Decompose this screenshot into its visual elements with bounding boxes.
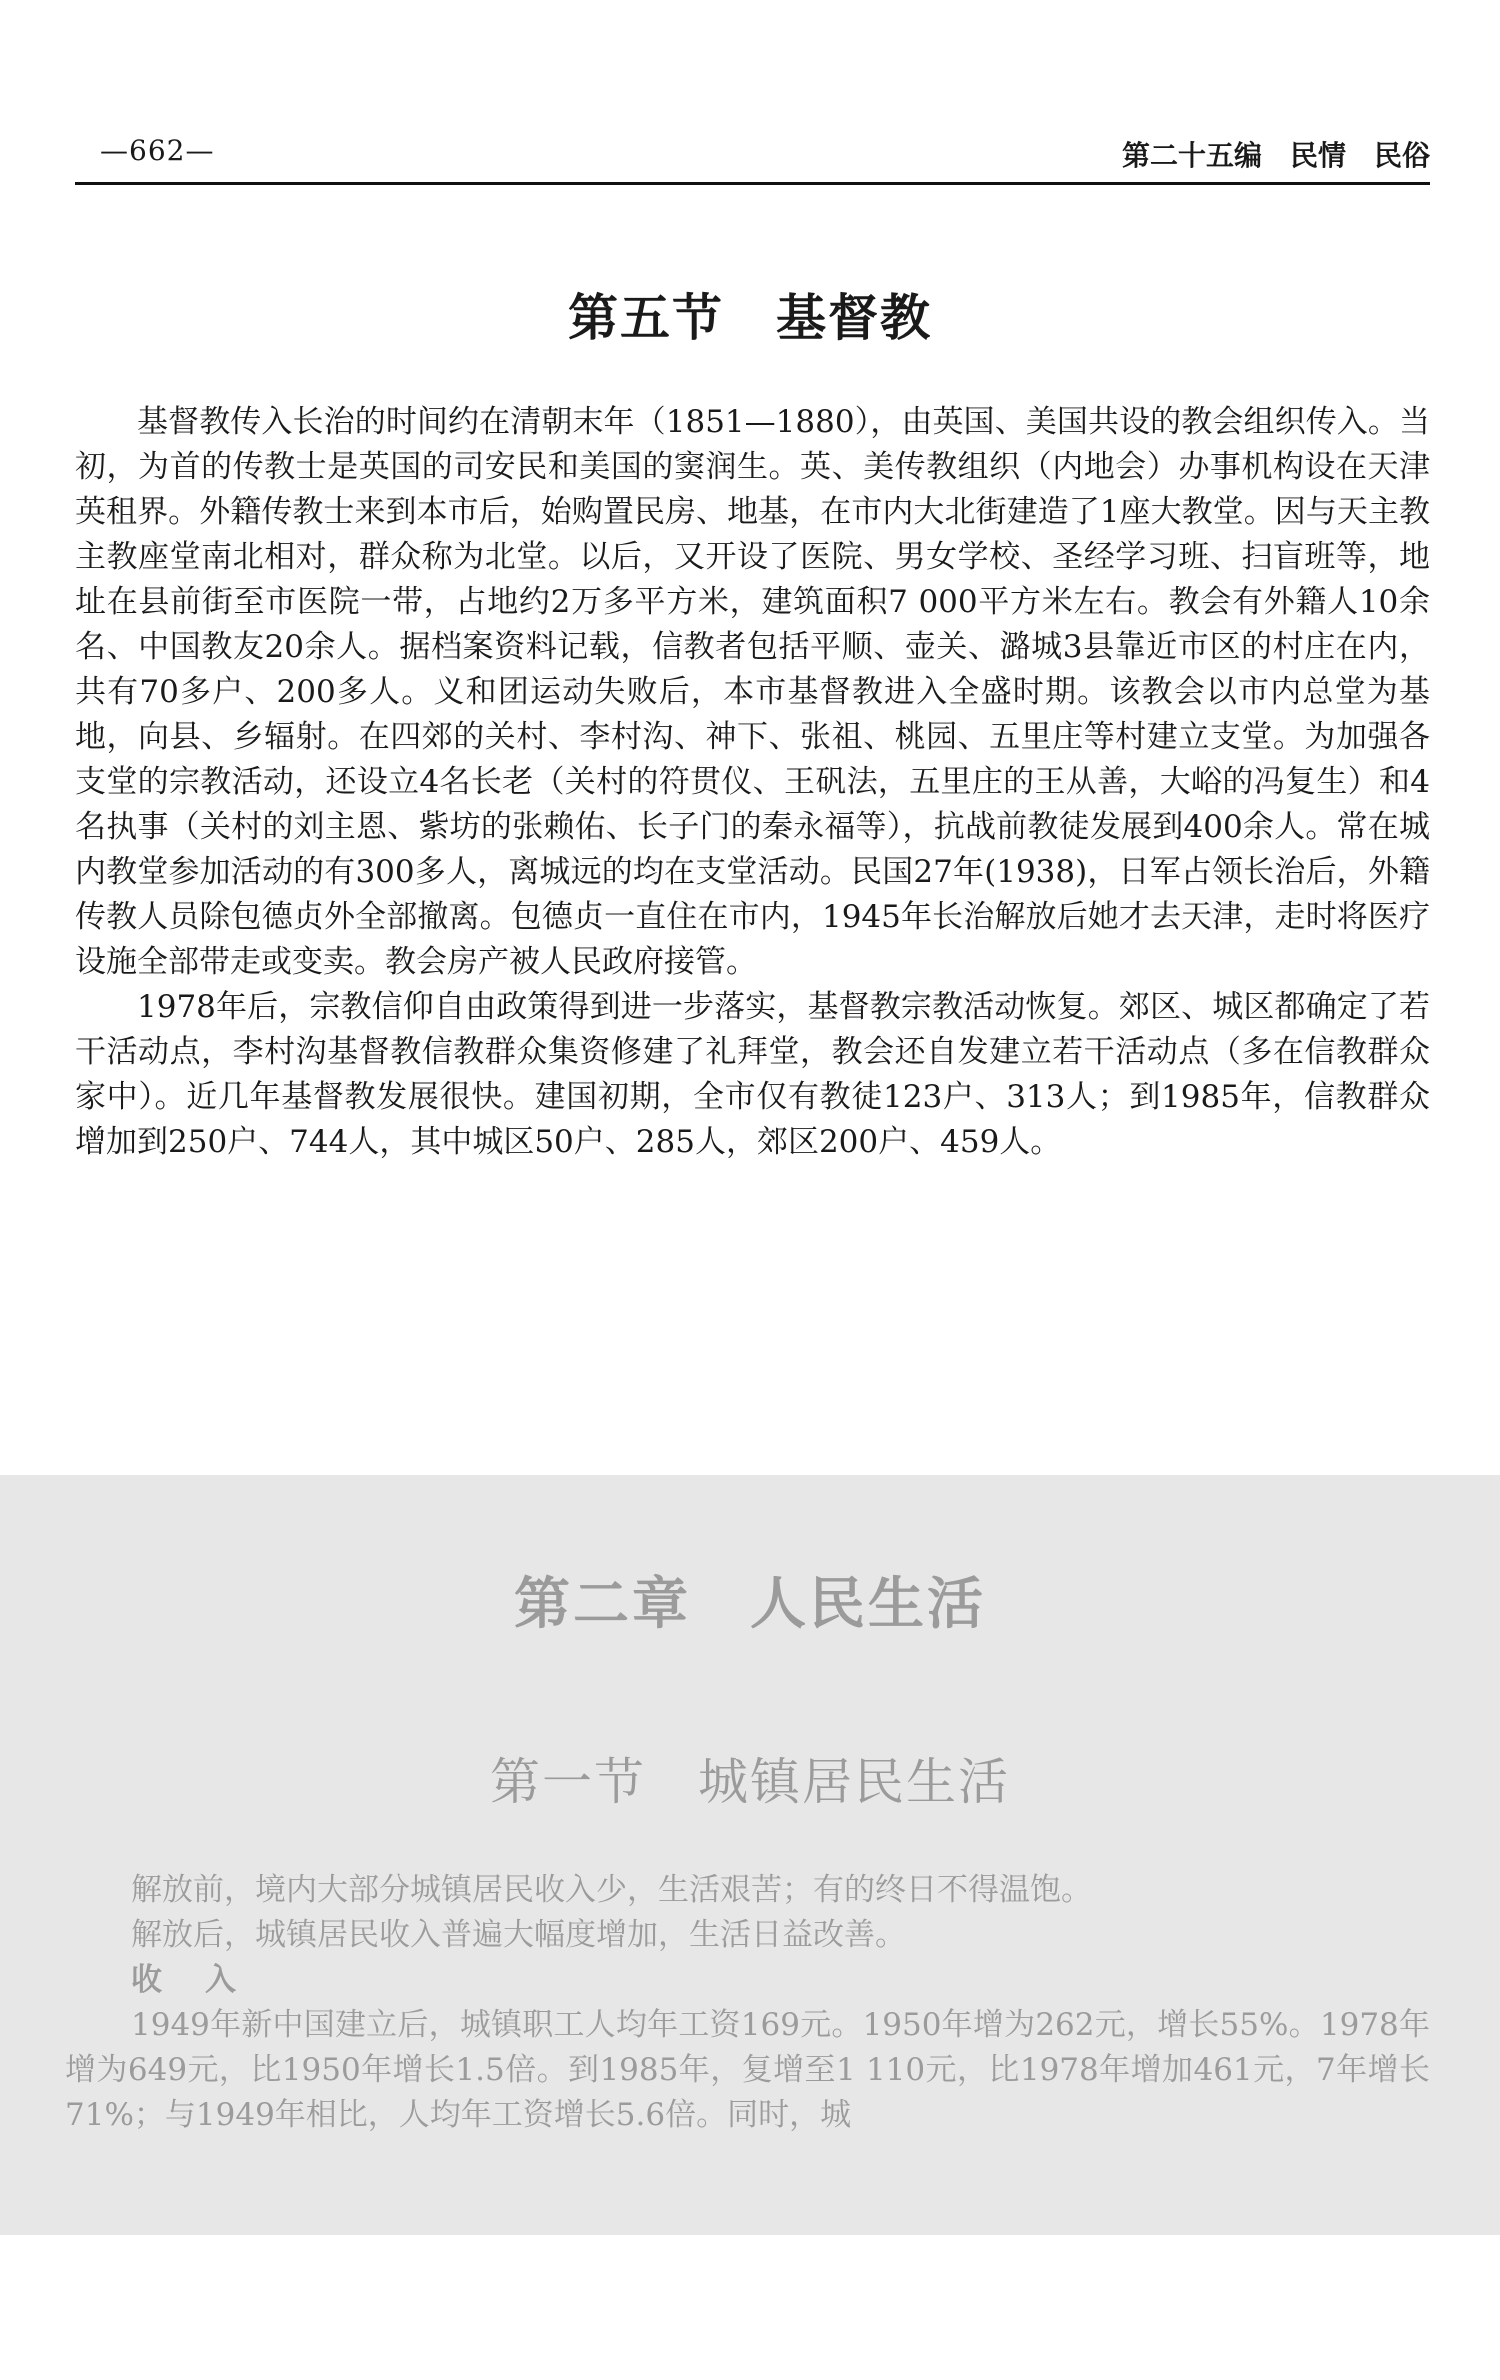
section-title: 第五节 基督教 [568, 288, 932, 347]
page-header [75, 128, 1430, 176]
preview-paragraph: 解放后，城镇居民收入普遍大幅度增加，生活日益改善。 [131, 1917, 906, 1953]
preview-section-title: 第一节 城镇居民生活 [490, 1753, 1010, 1811]
running-head: 第二十五编 民情 民俗 [1121, 139, 1430, 172]
preview-paragraph: 解放前，境内大部分城镇居民收入少，生活艰苦；有的终日不得温饱。 [131, 1872, 1092, 1908]
preview-body [65, 1868, 1430, 2138]
chapter-title: 第二章 人民生活 [514, 1571, 986, 1637]
header-rule [75, 182, 1430, 185]
preview-paragraph: 1949年新中国建立后，城镇职工人均年工资169元。1950年增为262元，增长55%。1978年增为649元，比1950年增长1.5倍。到1985年，复增至1 110元，比1978年增加461元，7年增长71%；与1949年相比，人均年工资增长5.6倍。同时，城 [65, 2007, 1430, 2133]
body-paragraph: 基督教传入长治的时间约在清朝末年（1851—1880），由英国、美国共设的教会组织传入。当初，为首的传教士是英国的司安民和美国的窦润生。英、美传教组织（内地会）办事机构设在天津英租界。外籍传教士来到本市后，始购置民房、地基，在市内大北街建造了1座大教堂。因与天主教主教座堂南北相对，群众称为北堂。以后，又开设了医院、男女学校、圣经学习班、扫盲班等，地址在县前街至市医院一带，占地约2万多平方米，建筑面积7 000平方米左右。教会有外籍人10余名、中国教友20余人。据档案资料记载，信教者包括平顺、壶关、潞城3县靠近市区的村庄在内，共有70多户、200多人。义和团运动失败后，本市基督教进入全盛时期。该教会以市内总堂为基地，向县、乡辐射。在四郊的关村、李村沟、神下、张祖、桃园、五里庄等村建立支堂。为加强各支堂的宗教活动，还设立4名长老（关村的符贯仪、王矾法，五里庄的王从善，大峪的冯复生）和4名执事（关村的刘主恩、紫坊的张赖佑、长子门的秦永福等），抗战前教徒发展到400余人。常在城内教堂参加活动的有300多人，离城远的均在支堂活动。民国27年(1938)，日军占领长治后，外籍传教人员除包德贞外全部撤离。包德贞一直住在市内，1945年长治解放后她才去天津，走时将医疗设施全部带走或变卖。教会房产被人民政府接管。 [75, 404, 1430, 980]
preview-subhead: 收 入 [131, 1962, 242, 1998]
section-body [75, 400, 1430, 1165]
body-paragraph: 1978年后，宗教信仰自由政策得到进一步落实，基督教宗教活动恢复。郊区、城区都确定了若干活动点，李村沟基督教信教群众集资修建了礼拜堂，教会还自发建立若干活动点（多在信教群众家中）。近几年基督教发展很快。建国初期，全市仅有教徒123户、313人；到1985年，信教群众增加到250户、744人，其中城区50户、285人，郊区200户、459人。 [75, 989, 1430, 1160]
page-number: —662— [100, 134, 215, 167]
